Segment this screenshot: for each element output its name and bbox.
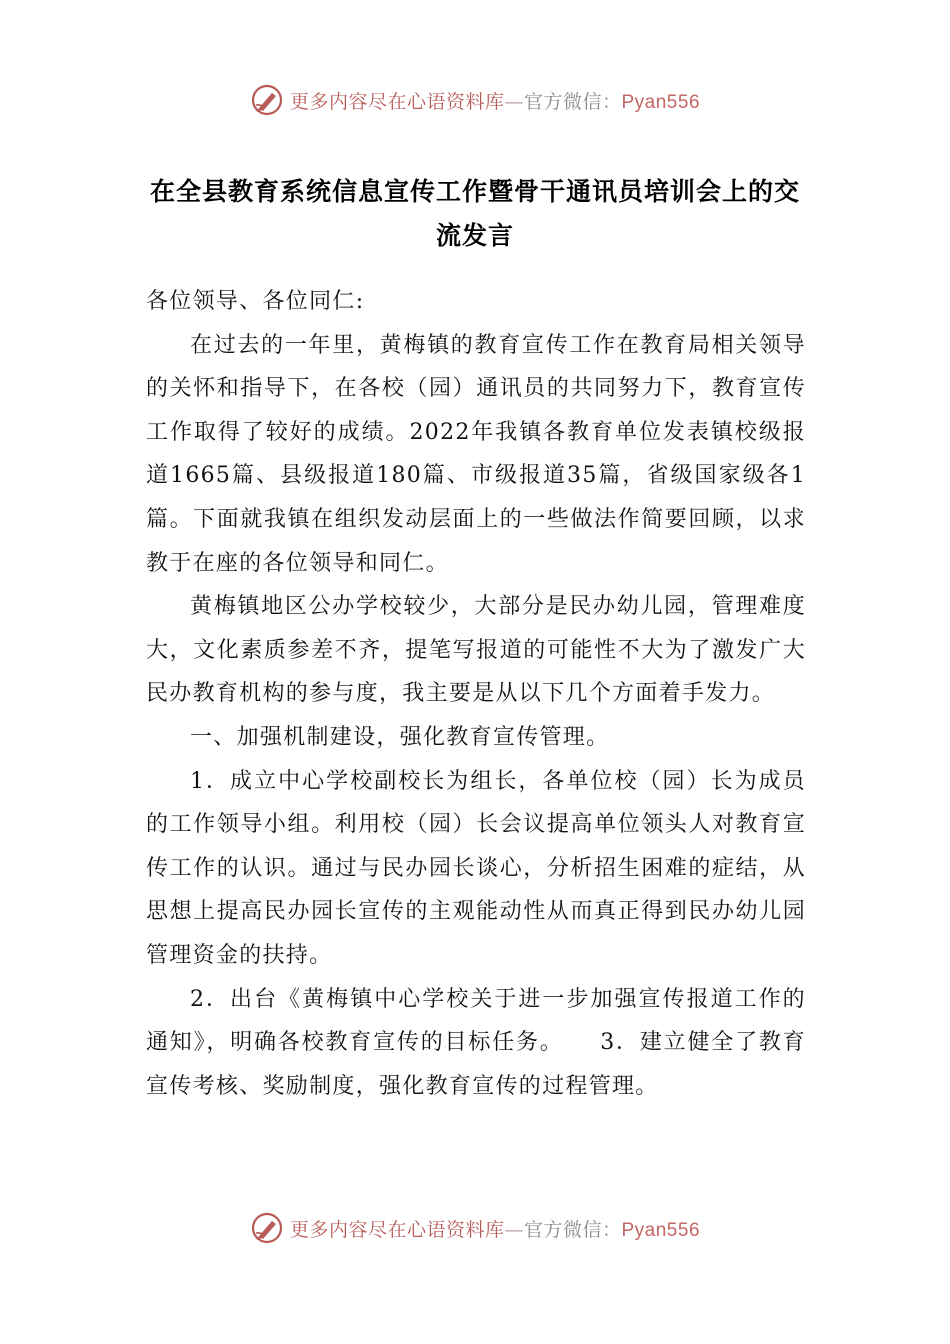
document-body xyxy=(146,280,806,1108)
pen-circle-logo-icon xyxy=(250,83,284,117)
salutation: 各位领导、各位同仁: xyxy=(146,289,365,314)
watermark-text xyxy=(290,1215,700,1242)
dash: — xyxy=(504,90,524,113)
brand-text: 更多内容尽在心语资料库 xyxy=(289,90,505,113)
paragraph: 2．出台《黄梅镇中心学校关于进一步加强宣传报道工作的通知》，明确各校教育宣传的目标任务。 3．建立健全了教育宣传考核、奖励制度，强化教育宣传的过程管理。 xyxy=(146,986,806,1099)
paragraph: 1．成立中心学校副校长为组长，各单位校（园）长为成员的工作领导小组。利用校（园）长会议提高单位领头人对教育宣传工作的认识。通过与民办园长谈心，分析招生困难的症结，从思想上提高民办园长宣传的主观能动性从而真正得到民办幼儿园管理资金的扶持。 xyxy=(146,768,806,968)
document-title: 在全县教育系统信息宣传工作暨骨干通讯员培训会上的交流发言 xyxy=(149,177,800,250)
watermark-text xyxy=(290,87,700,114)
footer-watermark-banner xyxy=(0,1208,950,1248)
header-watermark-banner xyxy=(0,80,950,120)
wechat-id: Pyan556 xyxy=(621,1219,701,1241)
paragraph: 黄梅镇地区公办学校较少，大部分是民办幼儿园，管理难度大，文化素质参差不齐，提笔写报道的可能性不大为了激发广大民办教育机构的参与度，我主要是从以下几个方面着手发力。 xyxy=(146,594,806,707)
dash: — xyxy=(504,1218,524,1241)
section-heading: 一、加强机制建设，强化教育宣传管理。 xyxy=(190,724,610,750)
brand-text: 更多内容尽在心语资料库 xyxy=(289,1218,505,1241)
pen-circle-logo-icon xyxy=(250,1211,284,1245)
paragraph: 在过去的一年里，黄梅镇的教育宣传工作在教育局相关领导的关怀和指导下，在各校（园）通讯员的共同努力下，教育宣传工作取得了较好的成绩。2022年我镇各教育单位发表镇校级报道1665篇、县级报道180篇、市级报道35篇，省级国家级各1篇。下面就我镇在组织发动层面上的一些做法作简要回顾，以求教于在座的各位领导和同仁。 xyxy=(146,332,806,576)
official-label: 官方微信： xyxy=(523,90,622,113)
official-label: 官方微信： xyxy=(523,1218,622,1241)
wechat-id: Pyan556 xyxy=(621,91,701,113)
